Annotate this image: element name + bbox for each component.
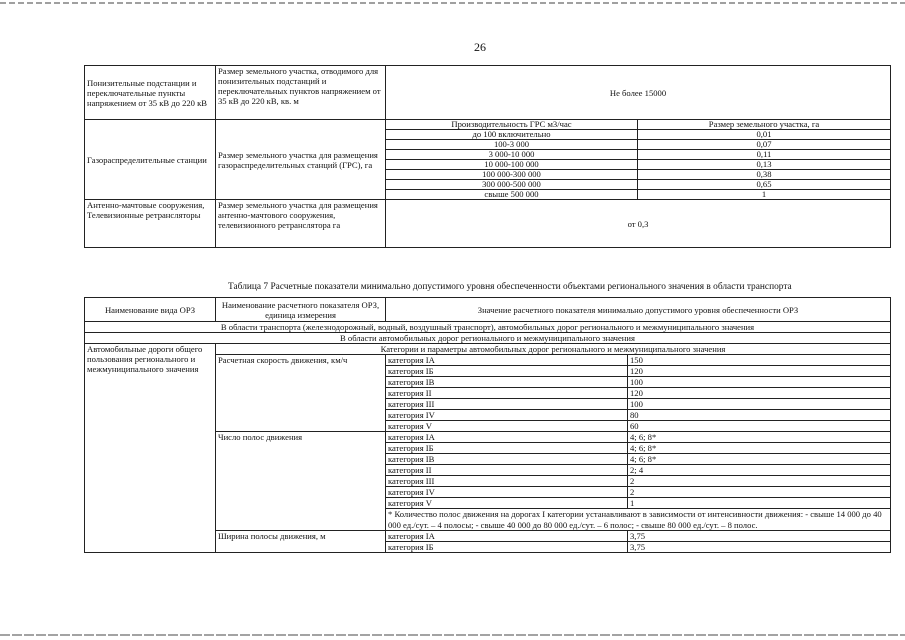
value-cell: 4; 6; 8* [628,454,891,465]
grs-area: 0,07 [638,140,891,150]
table-row [85,344,891,355]
category-cell: категория IА [386,355,628,366]
grs-subtable-cell [386,120,891,200]
value-cell: 3,75 [628,542,891,553]
value-cell: 60 [628,421,891,432]
grs-capacity: 10 000-100 000 [386,160,638,170]
category-cell: категория IБ [386,366,628,377]
object-name-cell: Автомобильные дороги общего пользования регионального и межмуниципального значения [85,344,216,553]
lanes-footnote: * Количество полос движения на дорогах I категории устанавливают в зависимости от интенсивности движения: - свыше 14 000 до 40 000 ед./сут. – 4 полосы; - свыше 40 000 до 80 000 ед./сут. – 6 полос; - свыше 80 000 ед./сут. – 8 полос. [386,509,891,531]
table-row [386,150,890,160]
value-cell: от 0,3 [386,200,891,248]
category-cell: категория IV [386,410,628,421]
grs-area: 1 [638,190,891,200]
value-cell: Не более 15000 [386,66,891,120]
category-cell: категория IА [386,432,628,443]
table-row [386,130,890,140]
category-cell: категория IV [386,487,628,498]
table-row [386,120,890,130]
header-value: Значение расчетного показателя минимально допустимого уровня обеспеченности ОРЗ [386,298,891,322]
category-cell: категория IБ [386,443,628,454]
table-row [85,200,891,248]
value-cell: 2 [628,476,891,487]
grs-area: 0,01 [638,130,891,140]
category-cell: категория IА [386,531,628,542]
category-cell: категория II [386,388,628,399]
object-name-cell: Антенно-мачтовые сооружения, Телевизионные ретрансляторы [85,200,216,248]
object-name-cell: Понизительные подстанции и переключательные пункты напряжением от 35 кВ до 220 кВ [85,66,216,120]
category-cell: категория IБ [386,542,628,553]
grs-area: 0,13 [638,160,891,170]
grs-capacity: свыше 500 000 [386,190,638,200]
indicator-cell: Размер земельного участка для размещения антенно-мачтового сооружения, телевизионного ретранслятора га [216,200,386,248]
scan-edge-bottom [0,634,905,636]
indicator-cell: Ширина полосы движения, м [216,531,386,553]
category-cell: категория IВ [386,377,628,388]
grs-area: 0,38 [638,170,891,180]
value-cell: 2; 4 [628,465,891,476]
table-header-row [85,298,891,322]
category-cell: категория V [386,498,628,509]
grs-capacity: 3 000-10 000 [386,150,638,160]
category-cell: категория IВ [386,454,628,465]
indicator-cell: Размер земельного участка, отводимого для понизительных подстанций и переключательных пунктов напряжением от 35 кВ до 220 кВ, кв. м [216,66,386,120]
table-row [386,180,890,190]
value-cell: 4; 6; 8* [628,432,891,443]
grs-header-capacity: Производительность ГРС м3/час [386,120,638,130]
land-plot-table [84,65,891,248]
scan-edge-top [0,2,905,4]
indicator-cell: Размер земельного участка для размещения газораспределительных станций (ГРС), га [216,120,386,200]
subsection-row [85,333,891,344]
grs-capacity: 100 000-300 000 [386,170,638,180]
grs-area: 0,11 [638,150,891,160]
category-cell: категория III [386,399,628,410]
grs-capacity: до 100 включительно [386,130,638,140]
transport-table [84,297,891,553]
categories-header: Категории и параметры автомобильных дорог регионального и межмуниципального значения [216,344,891,355]
table-row [386,190,890,200]
grs-subtable [386,120,890,199]
category-cell: категория III [386,476,628,487]
section-title: В области транспорта (железнодорожный, водный, воздушный транспорт), автомобильных дорог регионального и межмуниципального значения [85,322,891,333]
value-cell: 120 [628,388,891,399]
value-cell: 120 [628,366,891,377]
value-cell: 100 [628,377,891,388]
category-cell: категория II [386,465,628,476]
section-row [85,322,891,333]
table-caption: Таблица 7 Расчетные показатели минимально допустимого уровня обеспеченности объектами регионального значения в области транспорта [228,282,792,292]
value-cell: 1 [628,498,891,509]
object-name-cell: Газораспределительные станции [85,120,216,200]
value-cell: 3,75 [628,531,891,542]
grs-header-area: Размер земельного участка, га [638,120,891,130]
value-cell: 150 [628,355,891,366]
table-row [386,170,890,180]
value-cell: 100 [628,399,891,410]
grs-capacity: 300 000-500 000 [386,180,638,190]
value-cell: 80 [628,410,891,421]
table-row [85,120,891,200]
indicator-cell: Расчетная скорость движения, км/ч [216,355,386,432]
subsection-title: В области автомобильных дорог регионального и межмуниципального значения [85,333,891,344]
table-row [85,66,891,120]
grs-area: 0,65 [638,180,891,190]
grs-capacity: 100-3 000 [386,140,638,150]
value-cell: 4; 6; 8* [628,443,891,454]
header-object-type: Наименование вида ОРЗ [85,298,216,322]
category-cell: категория V [386,421,628,432]
table-row [386,160,890,170]
value-cell: 2 [628,487,891,498]
page-number: 26 [474,40,486,54]
table-row [386,140,890,150]
header-indicator: Наименование расчетного показателя ОРЗ, единица измерения [216,298,386,322]
indicator-cell: Число полос движения [216,432,386,531]
